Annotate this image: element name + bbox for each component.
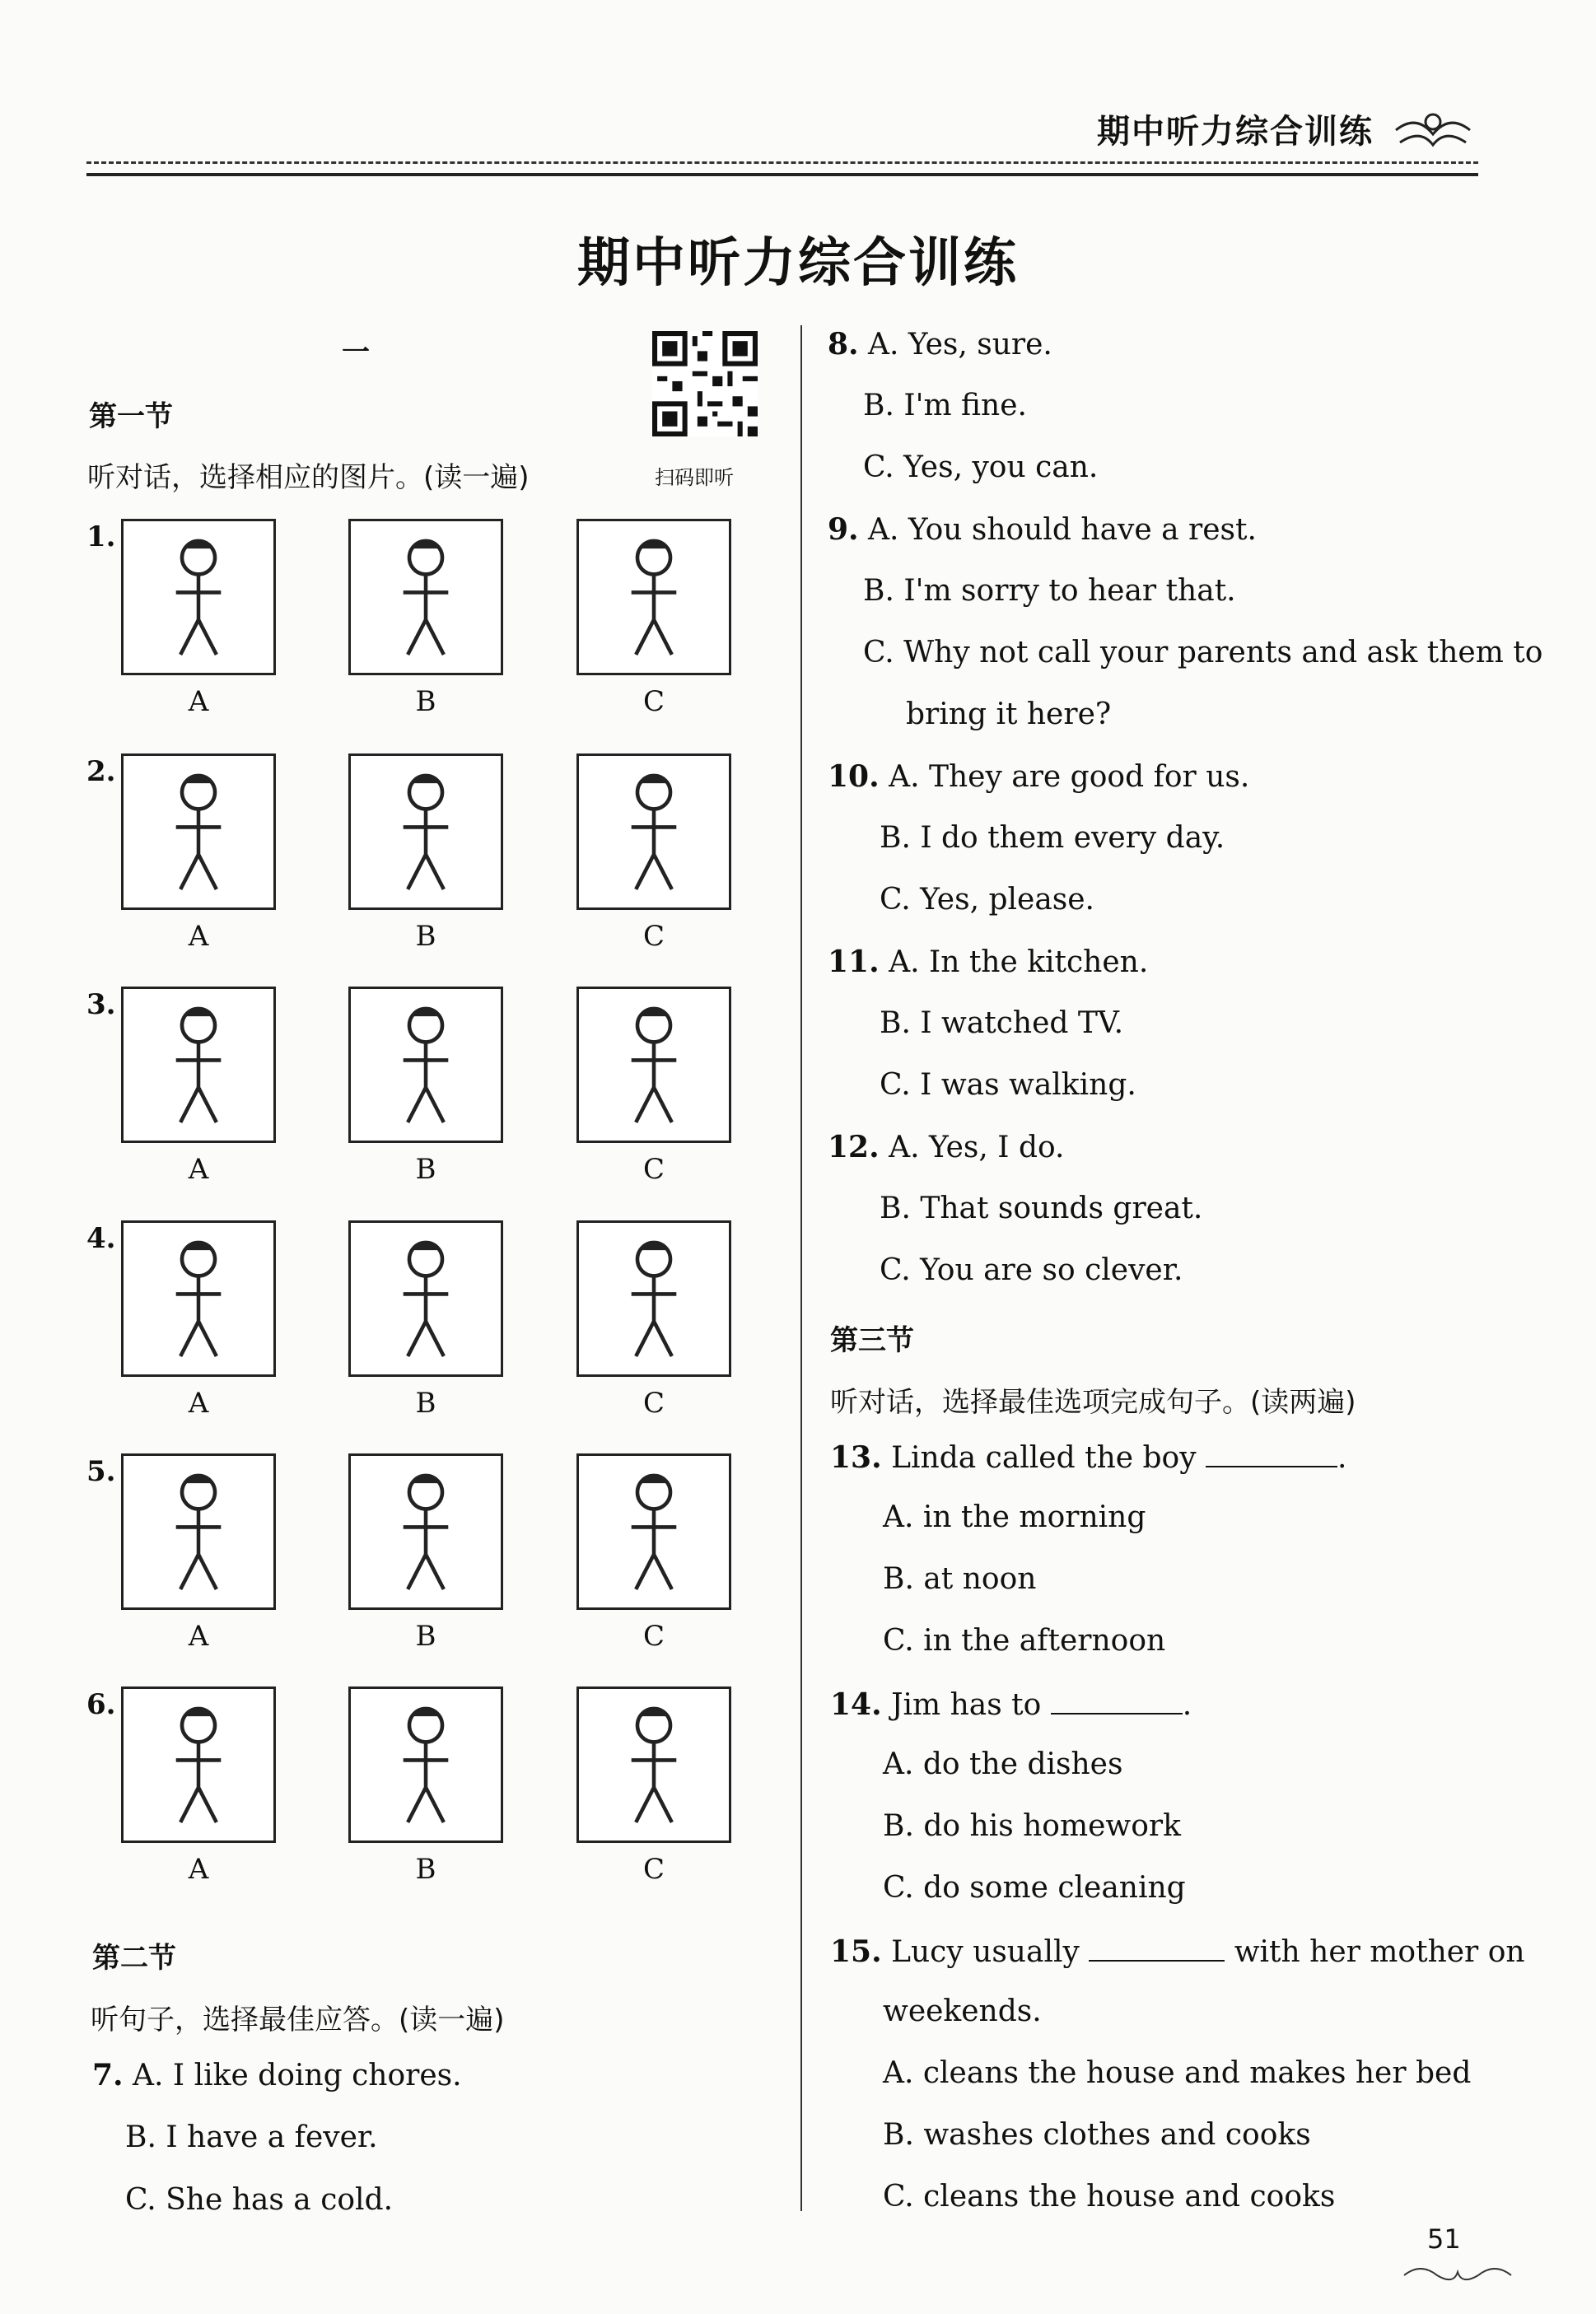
use-computer-icon[interactable] — [576, 987, 731, 1143]
picnic-icon[interactable] — [121, 1453, 276, 1610]
picture-option-label: A — [188, 920, 209, 953]
picture-option-label: B — [415, 920, 436, 953]
section1-instruction: 听对话，选择相应的图片。(读一遍) — [87, 461, 530, 494]
question-7: 7. A. I like doing chores. — [92, 2058, 462, 2092]
play-soccer-icon[interactable] — [121, 987, 276, 1143]
picture-option-label: B — [415, 1620, 436, 1653]
picture-option-label: A — [188, 1853, 209, 1886]
option-9b: B. I'm sorry to hear that. — [863, 574, 1236, 608]
picture-option-label: A — [188, 1387, 209, 1420]
question-8: 8. A. Yes, sure. — [828, 327, 1052, 362]
option-12c: C. You are so clever. — [880, 1253, 1183, 1287]
picture-option-label: C — [642, 1153, 665, 1186]
answer-blank-15[interactable] — [1089, 1935, 1225, 1962]
footer-ornament-icon — [1400, 2260, 1515, 2285]
sing-icon[interactable] — [121, 1220, 276, 1377]
picture-option-label: B — [415, 1153, 436, 1186]
option-15b: B. washes clothes and cooks — [883, 2118, 1311, 2152]
qr-caption: 扫码即听 — [655, 466, 734, 489]
picture-question-number: 1. — [86, 520, 116, 553]
question-11: 11. A. In the kitchen. — [828, 945, 1149, 979]
page-title: 期中听力综合训练 — [577, 233, 1019, 294]
header-rule — [86, 173, 1478, 176]
washing-dishes-icon[interactable] — [348, 753, 503, 910]
picture-option-label: C — [642, 1853, 665, 1886]
qr-code-icon[interactable] — [652, 331, 758, 436]
answer-blank-13[interactable] — [1206, 1441, 1337, 1467]
option-14a: A. do the dishes — [883, 1747, 1123, 1781]
listen-music-icon[interactable] — [348, 987, 503, 1143]
reading-icon[interactable] — [348, 1220, 503, 1377]
header-dashed-rule — [86, 161, 1478, 164]
picture-option-label: B — [415, 1853, 436, 1886]
option-12b: B. That sounds great. — [880, 1192, 1203, 1225]
section2-instruction: 听句子，选择最佳应答。(读一遍) — [91, 2004, 505, 2036]
option-7c: C. She has a cold. — [125, 2183, 394, 2217]
question-15: 15. Lucy usually with her mother on — [830, 1934, 1525, 1969]
section2-heading: 第二节 — [92, 1942, 176, 1975]
option-13b: B. at noon — [883, 1562, 1037, 1596]
column-divider — [800, 325, 802, 2211]
question-14: 14. Jim has to . — [830, 1687, 1192, 1722]
option-9c-cont: bring it here? — [906, 697, 1112, 731]
option-10b: B. I do them every day. — [880, 821, 1225, 855]
take-out-trash-icon[interactable] — [121, 753, 276, 910]
picture-question-number: 5. — [86, 1455, 116, 1488]
running-icon[interactable] — [576, 1687, 731, 1843]
picture-question-number: 6. — [86, 1688, 116, 1721]
option-8b: B. I'm fine. — [863, 389, 1027, 422]
play-guitar-icon[interactable] — [576, 1220, 731, 1377]
option-14c: C. do some cleaning — [883, 1871, 1186, 1905]
question-12: 12. A. Yes, I do. — [828, 1130, 1065, 1164]
picture-option-label: C — [642, 1387, 665, 1420]
flourish-ornament-icon — [1392, 105, 1474, 158]
question-9: 9. A. You should have a rest. — [828, 512, 1257, 547]
question-10: 10. A. They are good for us. — [828, 759, 1250, 794]
option-11b: B. I watched TV. — [880, 1006, 1124, 1040]
picture-option-label: C — [642, 685, 665, 718]
option-15c: C. cleans the house and cooks — [883, 2180, 1336, 2214]
picture-option-label: C — [642, 920, 665, 953]
option-8c: C. Yes, you can. — [863, 450, 1099, 484]
option-14b: B. do his homework — [883, 1809, 1181, 1843]
option-10c: C. Yes, please. — [880, 883, 1094, 917]
running-header-title: 期中听力综合训练 — [1097, 113, 1374, 151]
picture-option-label: A — [188, 1620, 209, 1653]
part-one-mark: 一 — [342, 336, 370, 369]
option-11c: C. I was walking. — [880, 1068, 1136, 1102]
picture-option-label: C — [642, 1620, 665, 1653]
option-13c: C. in the afternoon — [883, 1624, 1166, 1658]
picture-question-number: 2. — [86, 755, 116, 788]
question-15-cont: weekends. — [883, 1994, 1042, 2028]
carry-books-icon[interactable] — [576, 753, 731, 910]
page-number: 51 — [1427, 2223, 1461, 2255]
crutches-boy-icon[interactable] — [121, 519, 276, 675]
option-7b: B. I have a fever. — [125, 2120, 378, 2154]
picture-option-label: A — [188, 1153, 209, 1186]
planting-trees-icon[interactable] — [348, 1453, 503, 1610]
cleaning-room-icon[interactable] — [576, 1453, 731, 1610]
option-13a: A. in the morning — [883, 1500, 1146, 1534]
play-soccer-icon[interactable] — [121, 1687, 276, 1843]
picture-option-label: A — [188, 685, 209, 718]
stomachache-boy-icon[interactable] — [576, 519, 731, 675]
headache-boy-icon[interactable] — [348, 519, 503, 675]
section1-heading: 第一节 — [89, 400, 173, 433]
question-13: 13. Linda called the boy . — [830, 1440, 1347, 1475]
option-15a: A. cleans the house and makes her bed — [883, 2056, 1472, 2090]
answer-blank-14[interactable] — [1051, 1688, 1183, 1715]
fly-kite-icon[interactable] — [348, 1687, 503, 1843]
picture-option-label: B — [415, 1387, 436, 1420]
picture-question-number: 3. — [86, 988, 116, 1021]
section3-heading: 第三节 — [830, 1324, 914, 1357]
picture-question-number: 4. — [86, 1222, 116, 1255]
section3-instruction: 听对话，选择最佳选项完成句子。(读两遍) — [830, 1386, 1356, 1419]
option-9c: C. Why not call your parents and ask them to — [863, 636, 1543, 669]
picture-option-label: B — [415, 685, 436, 718]
